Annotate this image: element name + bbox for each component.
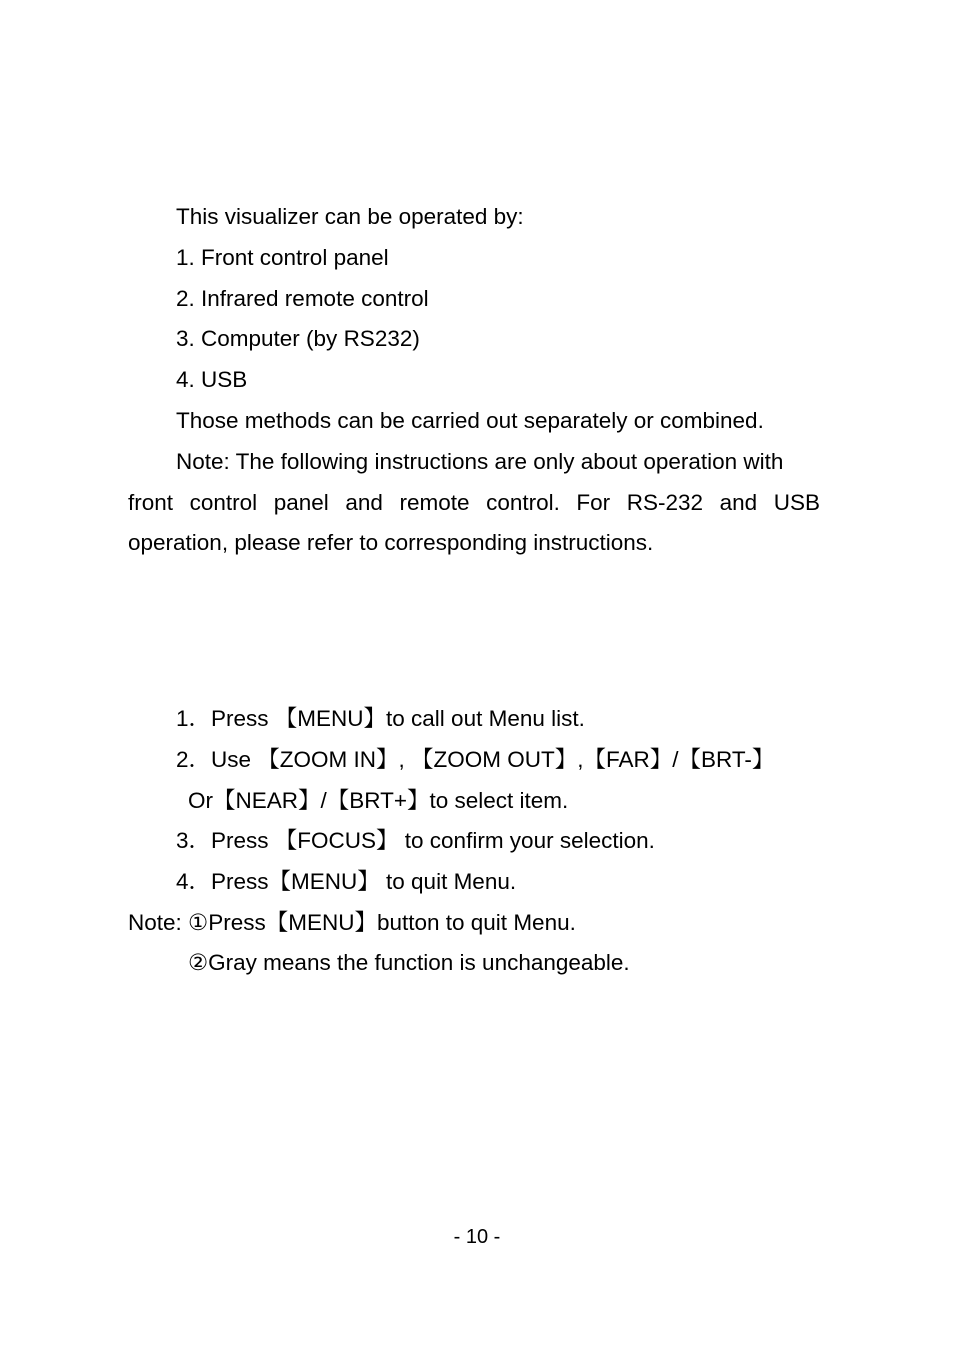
page-number: - 10 - (453, 1226, 501, 1248)
step-3: 3．Press 【FOCUS】 to confirm your selection. (176, 828, 655, 853)
method-item-computer: 3. Computer (by RS232) (176, 326, 420, 351)
method-item-usb: 4. USB (176, 367, 248, 392)
intro-note-line3: operation, please refer to corresponding instructions. (128, 530, 654, 555)
menu-note-1: Note: ①Press【MENU】button to quit Menu. (128, 910, 576, 935)
step-4: 4．Press【MENU】 to quit Menu. (176, 869, 517, 894)
intro-note-line1: Note: The following instructions are only about operation with (176, 449, 784, 474)
intro-note-line2: front control panel and remote control. For RS-232 and USB (128, 490, 820, 515)
step-2-line2: Or【NEAR】/【BRT+】to select item. (188, 788, 569, 813)
method-item-front-panel: 1. Front control panel (176, 245, 389, 270)
menu-note-2: ②Gray means the function is unchangeable. (188, 950, 630, 975)
step-2-line1: 2．Use 【ZOOM IN】, 【ZOOM OUT】,【FAR】/【BRT-】 (176, 747, 775, 772)
step-1: 1．Press 【MENU】to call out Menu list. (176, 706, 585, 731)
method-item-remote: 2. Infrared remote control (176, 286, 429, 311)
intro-lead: This visualizer can be operated by: (176, 204, 524, 229)
intro-combined: Those methods can be carried out separately or combined. (176, 408, 764, 433)
